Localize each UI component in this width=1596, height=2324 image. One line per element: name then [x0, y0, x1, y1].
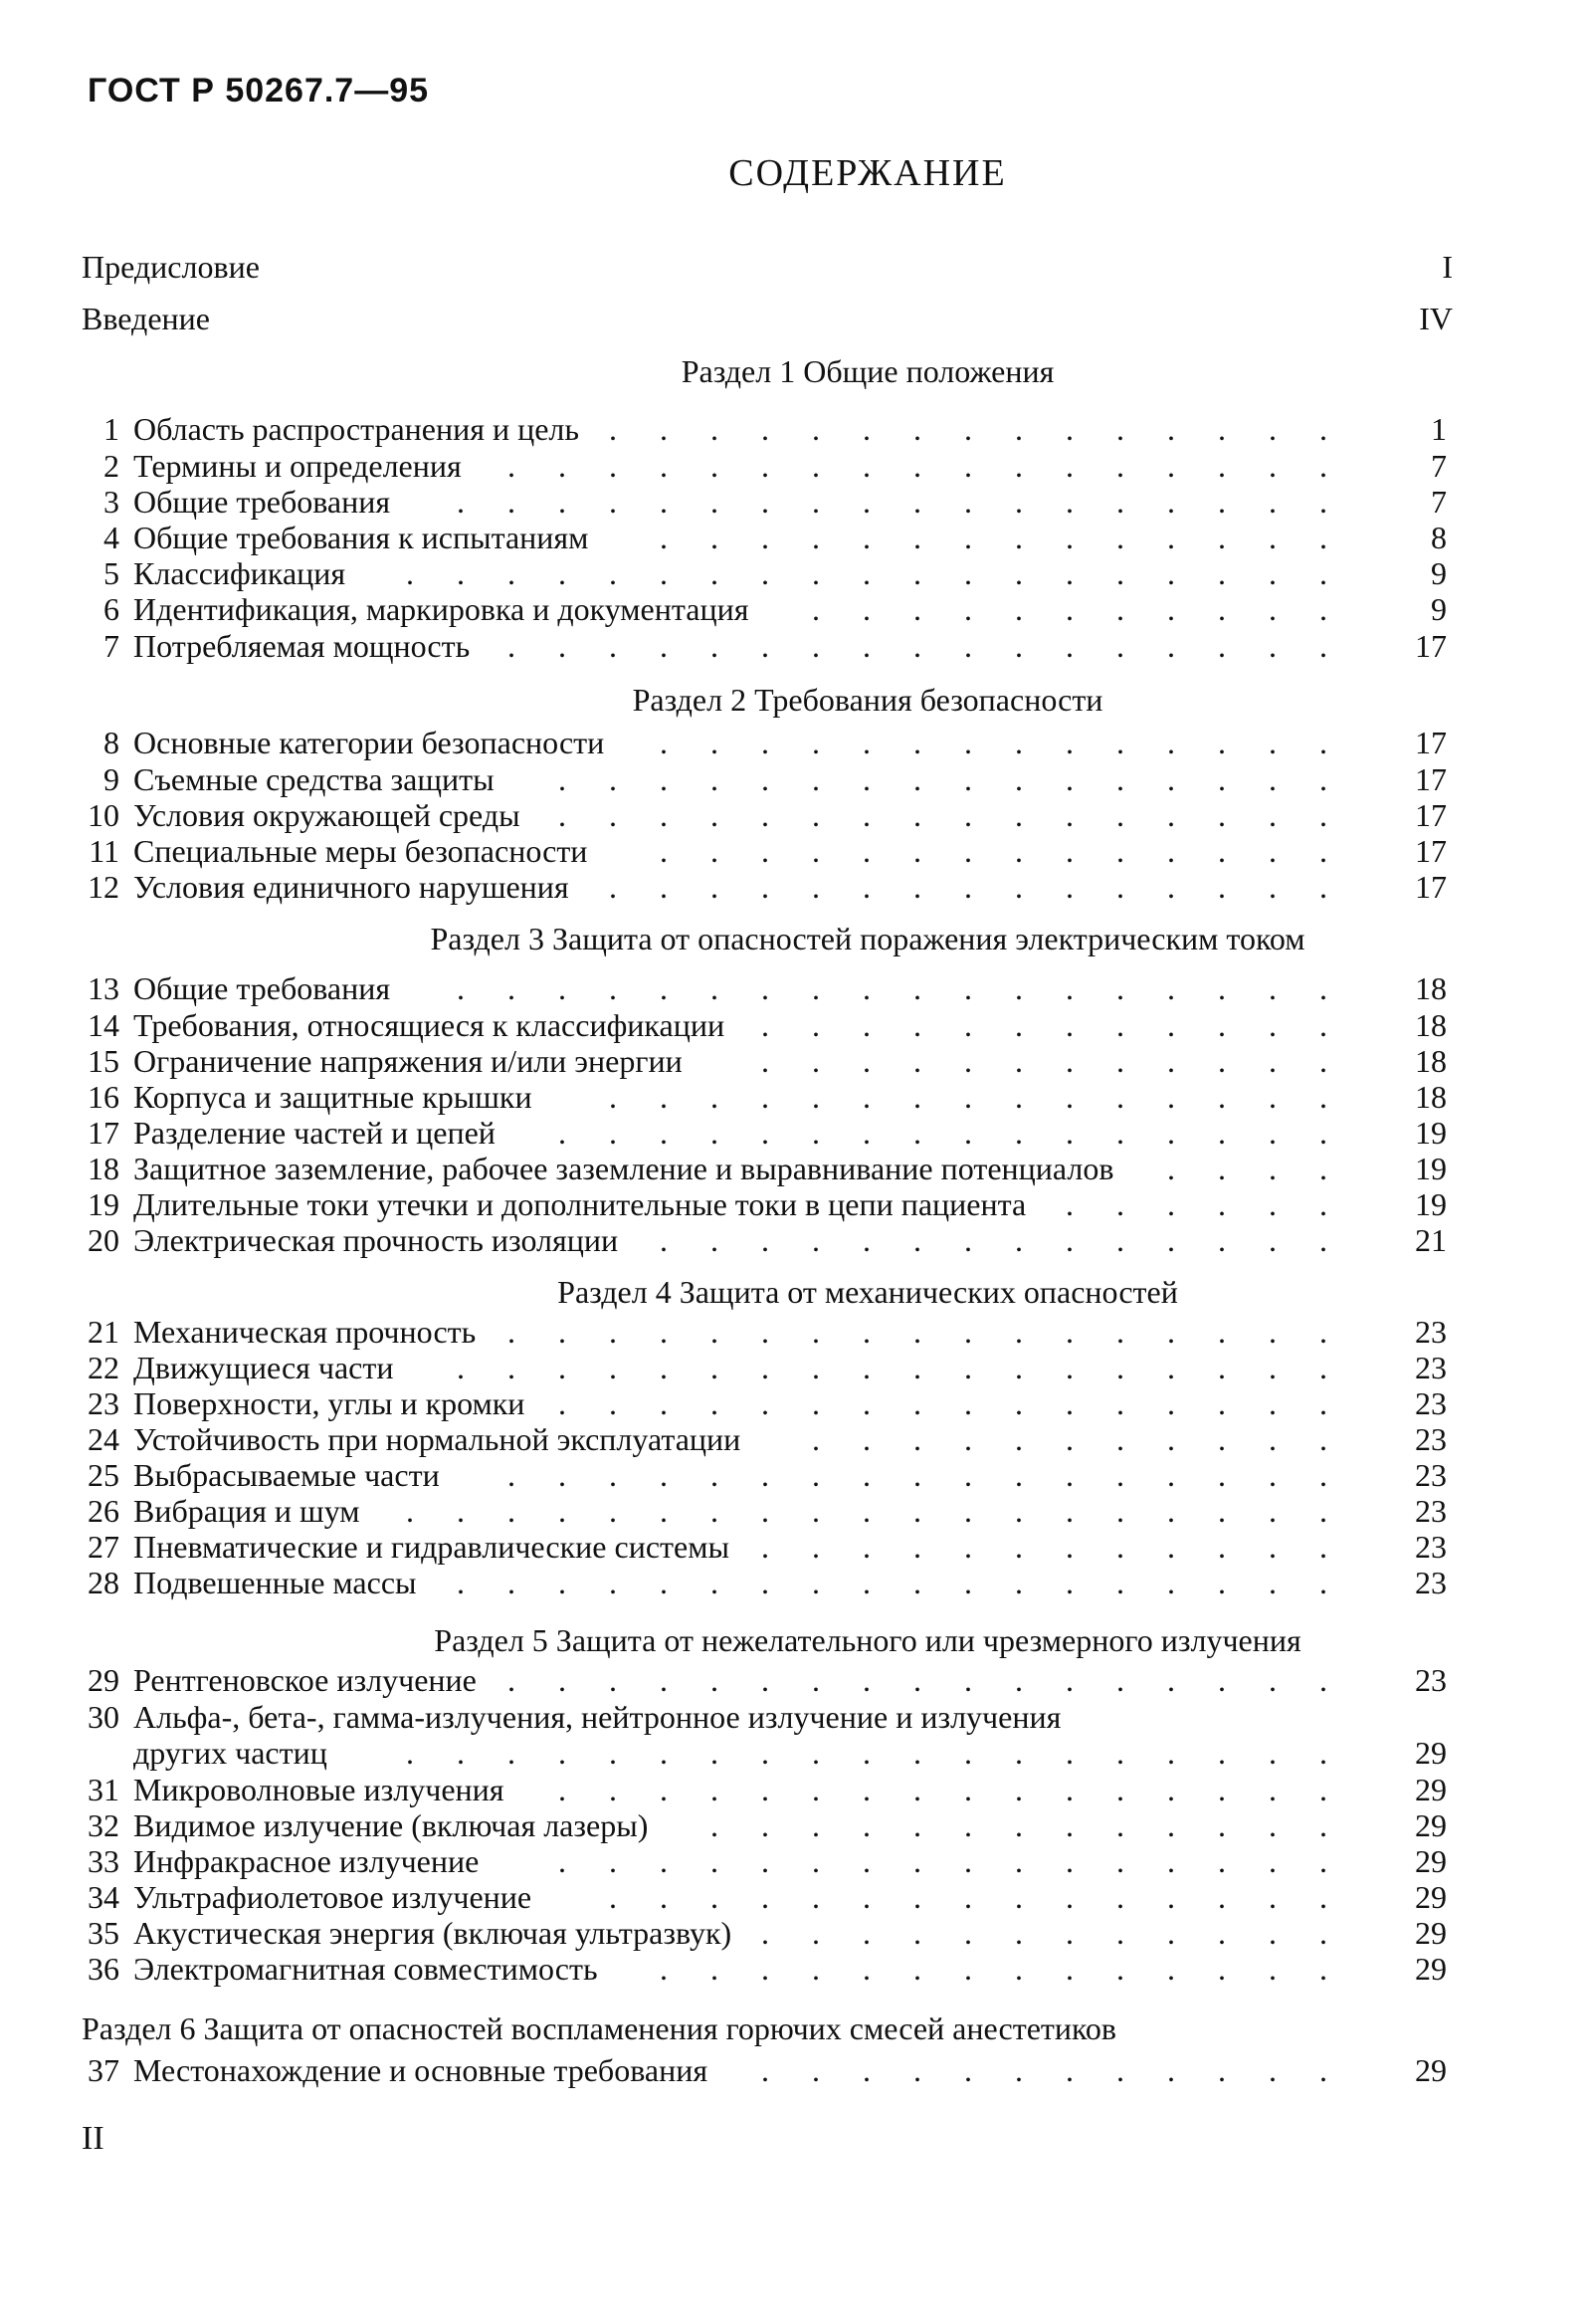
entry-title: Ограничение напряжения и/или энергии	[133, 1043, 683, 1079]
dot-leader: . . . . . . . . . . . . . . . . .	[507, 448, 1327, 484]
entry-page: 29	[1415, 2052, 1447, 2088]
entry-number: 17	[88, 1115, 119, 1151]
entry-number: 3	[103, 484, 119, 520]
toc-entry	[0, 1385, 1596, 1421]
dot-leader: . . . . . . . . . . . .	[761, 1043, 1327, 1079]
entry-number: 37	[88, 2052, 119, 2088]
toc-entry	[0, 411, 1596, 447]
dot-leader: . . . . . . . . . . . . . .	[660, 1951, 1327, 1987]
toc-entry	[0, 970, 1596, 1006]
dot-leader: . . . . . . . . . . .	[812, 591, 1327, 627]
entry-title: Вибрация и шум	[133, 1493, 360, 1529]
dot-leader: . . . . . . . . . . . . . .	[660, 1222, 1327, 1258]
entry-page: 18	[1415, 1043, 1447, 1079]
entry-page: 1	[1431, 411, 1447, 447]
entry-title: Инфракрасное излучение	[133, 1843, 480, 1879]
toc-entry	[0, 1565, 1596, 1600]
entry-title: Общие требования	[133, 970, 391, 1006]
entry-page: 17	[1415, 725, 1447, 760]
entry-title: Разделение частей и цепей	[133, 1115, 496, 1151]
dot-leader: . . . . . .	[1066, 1186, 1327, 1222]
entry-page: 23	[1415, 1493, 1447, 1529]
entry-number: 29	[88, 1662, 119, 1698]
entry-title: Условия единичного нарушения	[133, 869, 569, 905]
toc-entry	[0, 448, 1596, 484]
entry-page: 21	[1415, 1222, 1447, 1258]
section-heading: Раздел 2 Требования безопасности	[632, 682, 1103, 718]
toc-entry	[0, 1807, 1596, 1843]
entry-title: Устойчивость при нормальной эксплуатации	[133, 1421, 741, 1457]
entry-title: Идентификация, маркировка и документация	[133, 591, 749, 627]
dot-leader: . . . . . . . . . . . .	[761, 1007, 1327, 1043]
entry-page: 23	[1415, 1565, 1447, 1600]
dot-leader: . . . . . . . . . . . . . . . . . .	[457, 970, 1327, 1006]
toc-entry	[0, 1421, 1596, 1457]
section-heading: Раздел 4 Защита от механических опасностей	[557, 1274, 1178, 1310]
entry-title: Рентгеновское излучение	[133, 1662, 477, 1698]
toc-entry	[0, 833, 1596, 869]
entry-number: 14	[88, 1007, 119, 1043]
entry-number: 7	[103, 628, 119, 664]
dot-leader: . . . . . . . . . . . . . . . . . .	[457, 1565, 1327, 1600]
toc-entry	[0, 1843, 1596, 1879]
entry-page: 23	[1415, 1662, 1447, 1698]
dot-leader: . . . . . . . . . . . .	[761, 1529, 1327, 1565]
dot-leader: . . . . . . . . . . . . . . .	[609, 411, 1327, 447]
dot-leader: . . . . . . . . . . . . . . .	[609, 1079, 1327, 1115]
entry-page: 8	[1431, 520, 1447, 555]
toc-entry	[0, 1151, 1596, 1186]
entry-number: 9	[103, 761, 119, 797]
toc-entry	[0, 725, 1596, 760]
toc-entry	[0, 1879, 1596, 1915]
entry-title: Специальные меры безопасности	[133, 833, 588, 869]
entry-number: 5	[103, 555, 119, 591]
entry-title: Механическая прочность	[133, 1314, 477, 1350]
entry-title: Съемные средства защиты	[133, 761, 495, 797]
dot-leader: . . . . . . . . . . . .	[761, 1915, 1327, 1951]
dot-leader: . . . . . . . . . . . . . . . . .	[507, 628, 1327, 664]
toc-entry	[0, 1915, 1596, 1951]
entry-title: Альфа-, бета-, гамма-излучения, нейтронное излучение и излучения	[133, 1699, 1062, 1735]
entry-number: 26	[88, 1493, 119, 1529]
entry-number: 8	[103, 725, 119, 760]
front-label: Введение	[82, 301, 210, 336]
entry-page: 19	[1415, 1186, 1447, 1222]
entry-page: 29	[1415, 1879, 1447, 1915]
entry-title: Движущиеся части	[133, 1350, 394, 1385]
entry-title: Видимое излучение (включая лазеры)	[133, 1807, 649, 1843]
entry-title: Термины и определения	[133, 448, 462, 484]
entry-number: 25	[88, 1457, 119, 1493]
entry-number: 22	[88, 1350, 119, 1385]
entry-title: Общие требования к испытаниям	[133, 520, 589, 555]
entry-title: Условия окружающей среды	[133, 797, 520, 833]
toc-entry	[0, 2052, 1596, 2088]
entry-title: Пневматические и гидравлические системы	[133, 1529, 729, 1565]
toc-entry	[0, 1043, 1596, 1079]
entry-title: Подвешенные массы	[133, 1565, 417, 1600]
entry-title: Классификация	[133, 555, 346, 591]
entry-title: Электромагнитная совместимость	[133, 1951, 598, 1987]
toc-entry	[0, 1350, 1596, 1385]
dot-leader: . . . . . . . . . . . . . .	[660, 520, 1327, 555]
entry-number: 4	[103, 520, 119, 555]
toc-entry	[0, 797, 1596, 833]
entry-title: Электрическая прочность изоляции	[133, 1222, 619, 1258]
entry-page: 17	[1415, 869, 1447, 905]
entry-page: 19	[1415, 1151, 1447, 1186]
dot-leader: . . . . . . . . . . . . . . . .	[558, 1772, 1327, 1807]
entry-title: Защитное заземление, рабочее заземление и выравнивание потенциалов	[133, 1151, 1114, 1186]
toc-front-preface	[82, 249, 1453, 286]
entry-page: 29	[1415, 1772, 1447, 1807]
toc-entry	[0, 520, 1596, 555]
dot-leader: . . . . . . . . . . . . . . .	[609, 1879, 1327, 1915]
entry-page: 29	[1415, 1735, 1447, 1771]
entry-number: 24	[88, 1421, 119, 1457]
entry-number: 15	[88, 1043, 119, 1079]
toc-front-introduction	[82, 301, 1453, 337]
entry-number: 11	[89, 833, 119, 869]
document-code: ГОСТ Р 50267.7—95	[88, 72, 430, 109]
entry-title: Область распространения и цель	[133, 411, 579, 447]
entry-title: Длительные токи утечки и дополнительные токи в цепи пациента	[133, 1186, 1027, 1222]
entry-number: 30	[88, 1699, 119, 1735]
entry-page: 17	[1415, 628, 1447, 664]
dot-leader: . . . . . . . . . . . . . . . .	[558, 1843, 1327, 1879]
dot-leader: . . . .	[1167, 1151, 1327, 1186]
toc-entry	[0, 1314, 1596, 1350]
dot-leader: . . . . . . . . . . . . . . . . . . .	[406, 1493, 1327, 1529]
entry-number: 21	[88, 1314, 119, 1350]
dot-leader: . . . . . . . . . . . . . . . . .	[507, 1662, 1327, 1698]
toc-entry	[0, 484, 1596, 520]
dot-leader: . . . . . . . . . . . . . . .	[609, 869, 1327, 905]
entry-page: 17	[1415, 797, 1447, 833]
toc-entry	[0, 1493, 1596, 1529]
dot-leader: . . . . . . . . . . . . . .	[660, 833, 1327, 869]
front-page: IV	[1419, 301, 1453, 336]
dot-leader: . . . . . . . . . . . . . . . .	[558, 797, 1327, 833]
entry-page: 23	[1415, 1529, 1447, 1565]
page-number: II	[82, 2120, 104, 2157]
dot-leader: . . . . . . . . . . . . . . . . .	[507, 1457, 1327, 1493]
entry-number: 23	[88, 1385, 119, 1421]
entry-page: 23	[1415, 1385, 1447, 1421]
front-label: Предисловие	[82, 249, 260, 285]
entry-number: 32	[88, 1807, 119, 1843]
entry-title-continuation: других частиц	[133, 1735, 327, 1771]
toc-entry	[0, 1529, 1596, 1565]
entry-page: 7	[1431, 448, 1447, 484]
entry-title: Основные категории безопасности	[133, 725, 605, 760]
entry-title: Выбрасываемые части	[133, 1457, 440, 1493]
entry-page: 18	[1415, 1079, 1447, 1115]
entry-page: 19	[1415, 1115, 1447, 1151]
entry-number: 6	[103, 591, 119, 627]
dot-leader: . . . . . . . . . . . . . . . . . . .	[406, 555, 1327, 591]
dot-leader: . . . . . . . . . . . . . . . . . . .	[406, 1735, 1327, 1771]
entry-page: 23	[1415, 1314, 1447, 1350]
entry-title: Потребляемая мощность	[133, 628, 471, 664]
entry-page: 29	[1415, 1951, 1447, 1987]
entry-number: 34	[88, 1879, 119, 1915]
toc-entry	[0, 1115, 1596, 1151]
toc-entry	[0, 1699, 1596, 1771]
toc-entry	[0, 1007, 1596, 1043]
page-title: СОДЕРЖАНИЕ	[728, 152, 1007, 194]
entry-title: Микроволновые излучения	[133, 1772, 504, 1807]
dot-leader: . . . . . . . . . . . . . . . .	[558, 1115, 1327, 1151]
entry-number: 2	[103, 448, 119, 484]
entry-number: 35	[88, 1915, 119, 1951]
section-heading: Раздел 1 Общие положения	[681, 353, 1055, 389]
entry-page: 9	[1431, 591, 1447, 627]
dot-leader: . . . . . . . . . . . . . . . . . .	[457, 484, 1327, 520]
entry-page: 18	[1415, 970, 1447, 1006]
toc-entry	[0, 628, 1596, 664]
dot-leader: . . . . . . . . . . . .	[761, 2052, 1327, 2088]
entry-title: Ультрафиолетовое излучение	[133, 1879, 532, 1915]
dot-leader: . . . . . . . . . . . . . .	[660, 725, 1327, 760]
entry-title: Общие требования	[133, 484, 391, 520]
entry-title: Требования, относящиеся к классификации	[133, 1007, 725, 1043]
toc-entry	[0, 761, 1596, 797]
toc-entry	[0, 1772, 1596, 1807]
entry-page: 29	[1415, 1807, 1447, 1843]
entry-number: 27	[88, 1529, 119, 1565]
toc-entry	[0, 1222, 1596, 1258]
toc-entry	[0, 1186, 1596, 1222]
entry-page: 29	[1415, 1915, 1447, 1951]
dot-leader: . . . . . . . . . . . . .	[710, 1807, 1327, 1843]
entry-number: 1	[103, 411, 119, 447]
section-heading: Раздел 5 Защита от нежелательного или чрезмерного излучения	[434, 1622, 1301, 1658]
entry-title: Корпуса и защитные крышки	[133, 1079, 532, 1115]
toc-entry	[0, 1951, 1596, 1987]
toc-entry	[0, 591, 1596, 627]
toc-entry	[0, 1079, 1596, 1115]
entry-page: 17	[1415, 833, 1447, 869]
entry-number: 10	[88, 797, 119, 833]
entry-page: 29	[1415, 1843, 1447, 1879]
dot-leader: . . . . . . . . . . .	[812, 1421, 1327, 1457]
toc-entry	[0, 555, 1596, 591]
entry-page: 17	[1415, 761, 1447, 797]
entry-number: 16	[88, 1079, 119, 1115]
toc-entry	[0, 869, 1596, 905]
entry-number: 36	[88, 1951, 119, 1987]
entry-number: 33	[88, 1843, 119, 1879]
entry-page: 23	[1415, 1350, 1447, 1385]
entry-number: 20	[88, 1222, 119, 1258]
entry-number: 31	[88, 1772, 119, 1807]
dot-leader: . . . . . . . . . . . . . . . .	[558, 761, 1327, 797]
section-heading: Раздел 6 Защита от опасностей воспламенения горючих смесей анестетиков	[82, 2010, 1117, 2046]
toc-entry	[0, 1662, 1596, 1698]
entry-page: 18	[1415, 1007, 1447, 1043]
entry-title: Акустическая энергия (включая ультразвук)	[133, 1915, 732, 1951]
front-page: I	[1442, 249, 1453, 285]
entry-page: 7	[1431, 484, 1447, 520]
entry-page: 9	[1431, 555, 1447, 591]
entry-page: 23	[1415, 1421, 1447, 1457]
entry-number: 18	[88, 1151, 119, 1186]
entry-title: Местонахождение и основные требования	[133, 2052, 708, 2088]
entry-number: 28	[88, 1565, 119, 1600]
entry-number: 19	[88, 1186, 119, 1222]
dot-leader: . . . . . . . . . . . . . . . .	[558, 1385, 1327, 1421]
toc-entry	[0, 1457, 1596, 1493]
entry-page: 23	[1415, 1457, 1447, 1493]
entry-title: Поверхности, углы и кромки	[133, 1385, 525, 1421]
dot-leader: . . . . . . . . . . . . . . . . .	[507, 1314, 1327, 1350]
entry-number: 12	[88, 869, 119, 905]
entry-number: 13	[88, 970, 119, 1006]
dot-leader: . . . . . . . . . . . . . . . . . .	[457, 1350, 1327, 1385]
section-heading: Раздел 3 Защита от опасностей поражения электрическим током	[430, 921, 1305, 956]
